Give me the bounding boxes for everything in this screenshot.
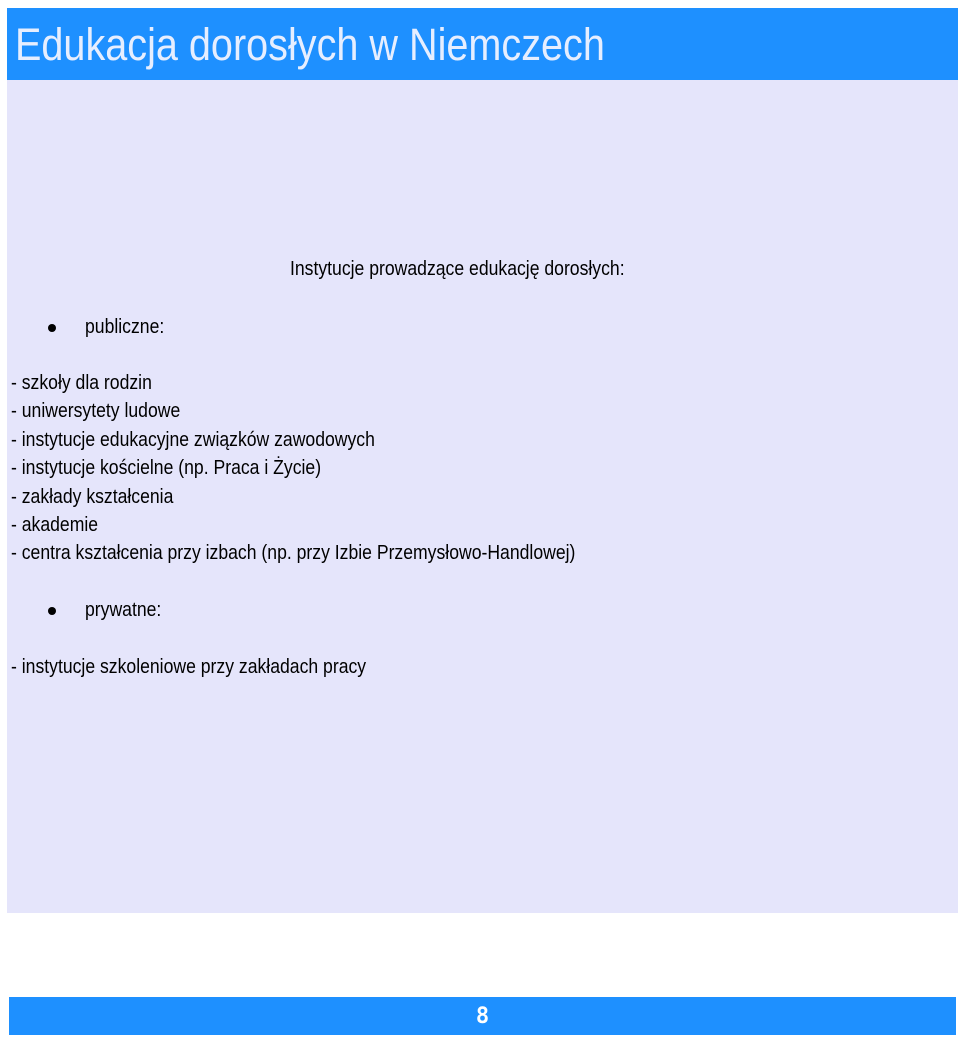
list-item: - instytucje szkoleniowe przy zakładach pracy xyxy=(11,656,367,678)
content-heading: Instytucje prowadzące edukację dorosłych: xyxy=(290,258,625,280)
list-item: - zakłady kształcenia xyxy=(11,486,174,508)
slide-title: Edukacja dorosłych w Niemczech xyxy=(15,19,605,70)
section-public-bullet xyxy=(48,316,175,339)
page-number: 8 xyxy=(475,1004,490,1029)
section-private-bullet xyxy=(48,599,172,622)
bullet-dot-icon xyxy=(48,324,56,332)
list-item: - instytucje edukacyjne związków zawodowych xyxy=(11,429,375,451)
footer-bar xyxy=(9,997,956,1035)
list-item: - szkoły dla rodzin xyxy=(11,372,152,394)
section-private-label: prywatne: xyxy=(85,599,162,621)
bullet-dot-icon xyxy=(48,607,56,615)
list-item: - instytucje kościelne (np. Praca i Życie) xyxy=(11,457,322,479)
section-public-label: publiczne: xyxy=(85,316,165,338)
list-item: - akademie xyxy=(11,514,99,536)
title-bar xyxy=(7,8,958,80)
list-item: - uniwersytety ludowe xyxy=(11,400,181,422)
list-item: - centra kształcenia przy izbach (np. przy Izbie Przemysłowo-Handlowej) xyxy=(11,542,576,564)
